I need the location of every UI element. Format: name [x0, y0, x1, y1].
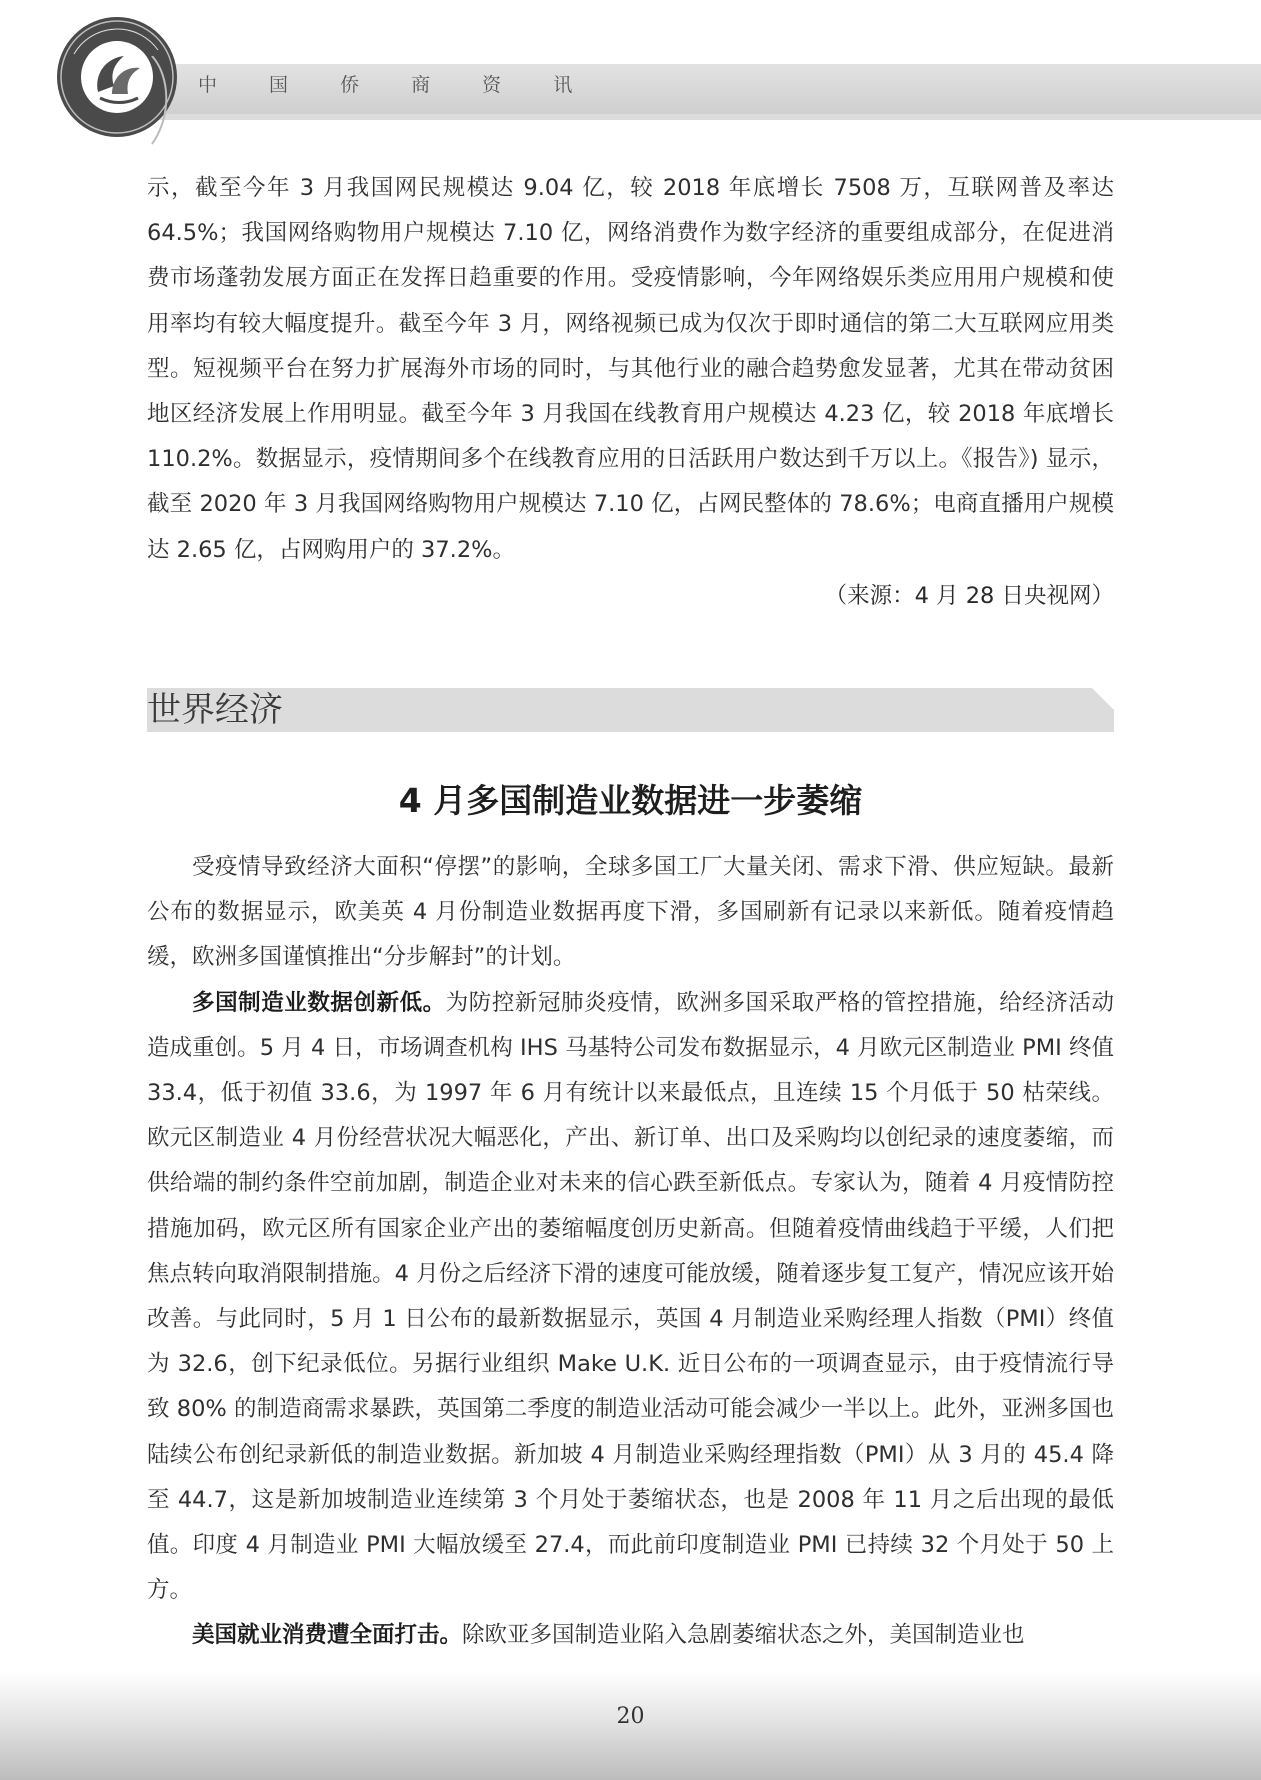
- header-title: 中 国 侨 商 资 讯: [198, 74, 596, 96]
- paragraph-3-lead: 美国就业消费遭全面打击。: [192, 1622, 463, 1649]
- article-title: 4 月多国制造业数据进一步萎缩: [398, 781, 863, 820]
- article-paragraph-3: [147, 1613, 1114, 1658]
- paragraph-2-text: 为防控新冠肺炎疫情，欧洲多国采取严格的管控措施，给经济活动造成重创。5 月 4 日，市场调查机构 IHS 马基特公司发布数据显示，4 月欧元区制造业 PMI 终值 33.4，低于初值 33.6，为 1997 年 6 月有统计以来最低点，且连续 15 个月低于 50 枯荣线。欧元区制造业 4 月份经营状况大幅恶化，产出、新订单、出口及采购均以创纪录的速度萎缩，而供给端的制约条件空前加剧，制造企业对未来的信心跌至新低点。专家认为，随着 4 月疫情防控措施加码，欧元区所有国家企业产出的萎缩幅度创历史新高。但随着疫情曲线趋于平缓，人们把焦点转向取消限制措施。4 月份之后经济下滑的速度可能放缓，随着逐步复工复产，情况应该开始改善。与此同时，5 月 1 日公布的最新数据显示，英国 4 月制造业采购经理人指数（PMI）终值为 32.6，创下纪录低位。另据行业组织 Make U.K. 近日公布的一项调查显示，由于疫情流行导致 80% 的制造商需求暴跌，英国第二季度的制造业活动可能会减少一半以上。此外，亚洲多国也陆续公布创纪录新低的制造业数据。新加坡 4 月制造业采购经理指数（PMI）从 3 月的 45.4 降至 44.7，这是新加坡制造业连续第 3 个月处于萎缩状态，也是 2008 年 11 月之后出现的最低值。印度 4 月制造业 PMI 大幅放缓至 27.4，而此前印度制造业 PMI 已持续 32 个月处于 50 上方。: [147, 989, 1114, 1604]
- section-label: 世界经济: [147, 690, 283, 730]
- section-bar-background: [147, 688, 1114, 732]
- header-curve-decoration: [150, 56, 190, 146]
- article-paragraph-1: 受疫情导致经济大面积“停摆”的影响，全球多国工厂大量关闭、需求下滑、供应短缺。最新公布的数据显示，欧美英 4 月份制造业数据再度下滑，多国刷新有记录以来新低。随着疫情趋缓，欧洲多国谨慎推出“分步解封”的计划。: [147, 854, 1114, 971]
- section-bar: [147, 688, 1114, 732]
- source-citation: （来源：4 月 28 日央视网）: [824, 583, 1114, 609]
- paragraph-3-text: 除欧亚多国制造业陷入急剧萎缩状态之外，美国制造业也: [462, 1622, 1025, 1649]
- article-body: [147, 845, 1114, 1659]
- intro-block: [147, 166, 1114, 573]
- intro-paragraph: 示，截至今年 3 月我国网民规模达 9.04 亿，较 2018 年底增长 7508 万，互联网普及率达 64.5%；我国网络购物用户规模达 7.10 亿，网络消费作为数字经济的重要组成部分，在促进消费市场蓬勃发展方面正在发挥日趋重要的作用。受疫情影响，今年网络娱乐类应用用户规模和使用率均有较大幅度提升。截至今年 3 月，网络视频已成为仅次于即时通信的第二大互联网应用类型。短视频平台在努力扩展海外市场的同时，与其他行业的融合趋势愈发显著，尤其在带动贫困地区经济发展上作用明显。截至今年 3 月我国在线教育用户规模达 4.23 亿，较 2018 年底增长 110.2%。数据显示，疫情期间多个在线教育应用的日活跃用户数达到千万以上。《报告》) 显示，截至 2020 年 3 月我国网络购物用户规模达 7.10 亿，占网民整体的 78.6%；电商直播用户规模达 2.65 亿，占网购用户的 37.2%。: [147, 175, 1114, 563]
- page-number: 20: [616, 1704, 645, 1729]
- paragraph-2-lead: 多国制造业数据创新低。: [192, 989, 446, 1016]
- article-paragraph-2: [147, 981, 1114, 1614]
